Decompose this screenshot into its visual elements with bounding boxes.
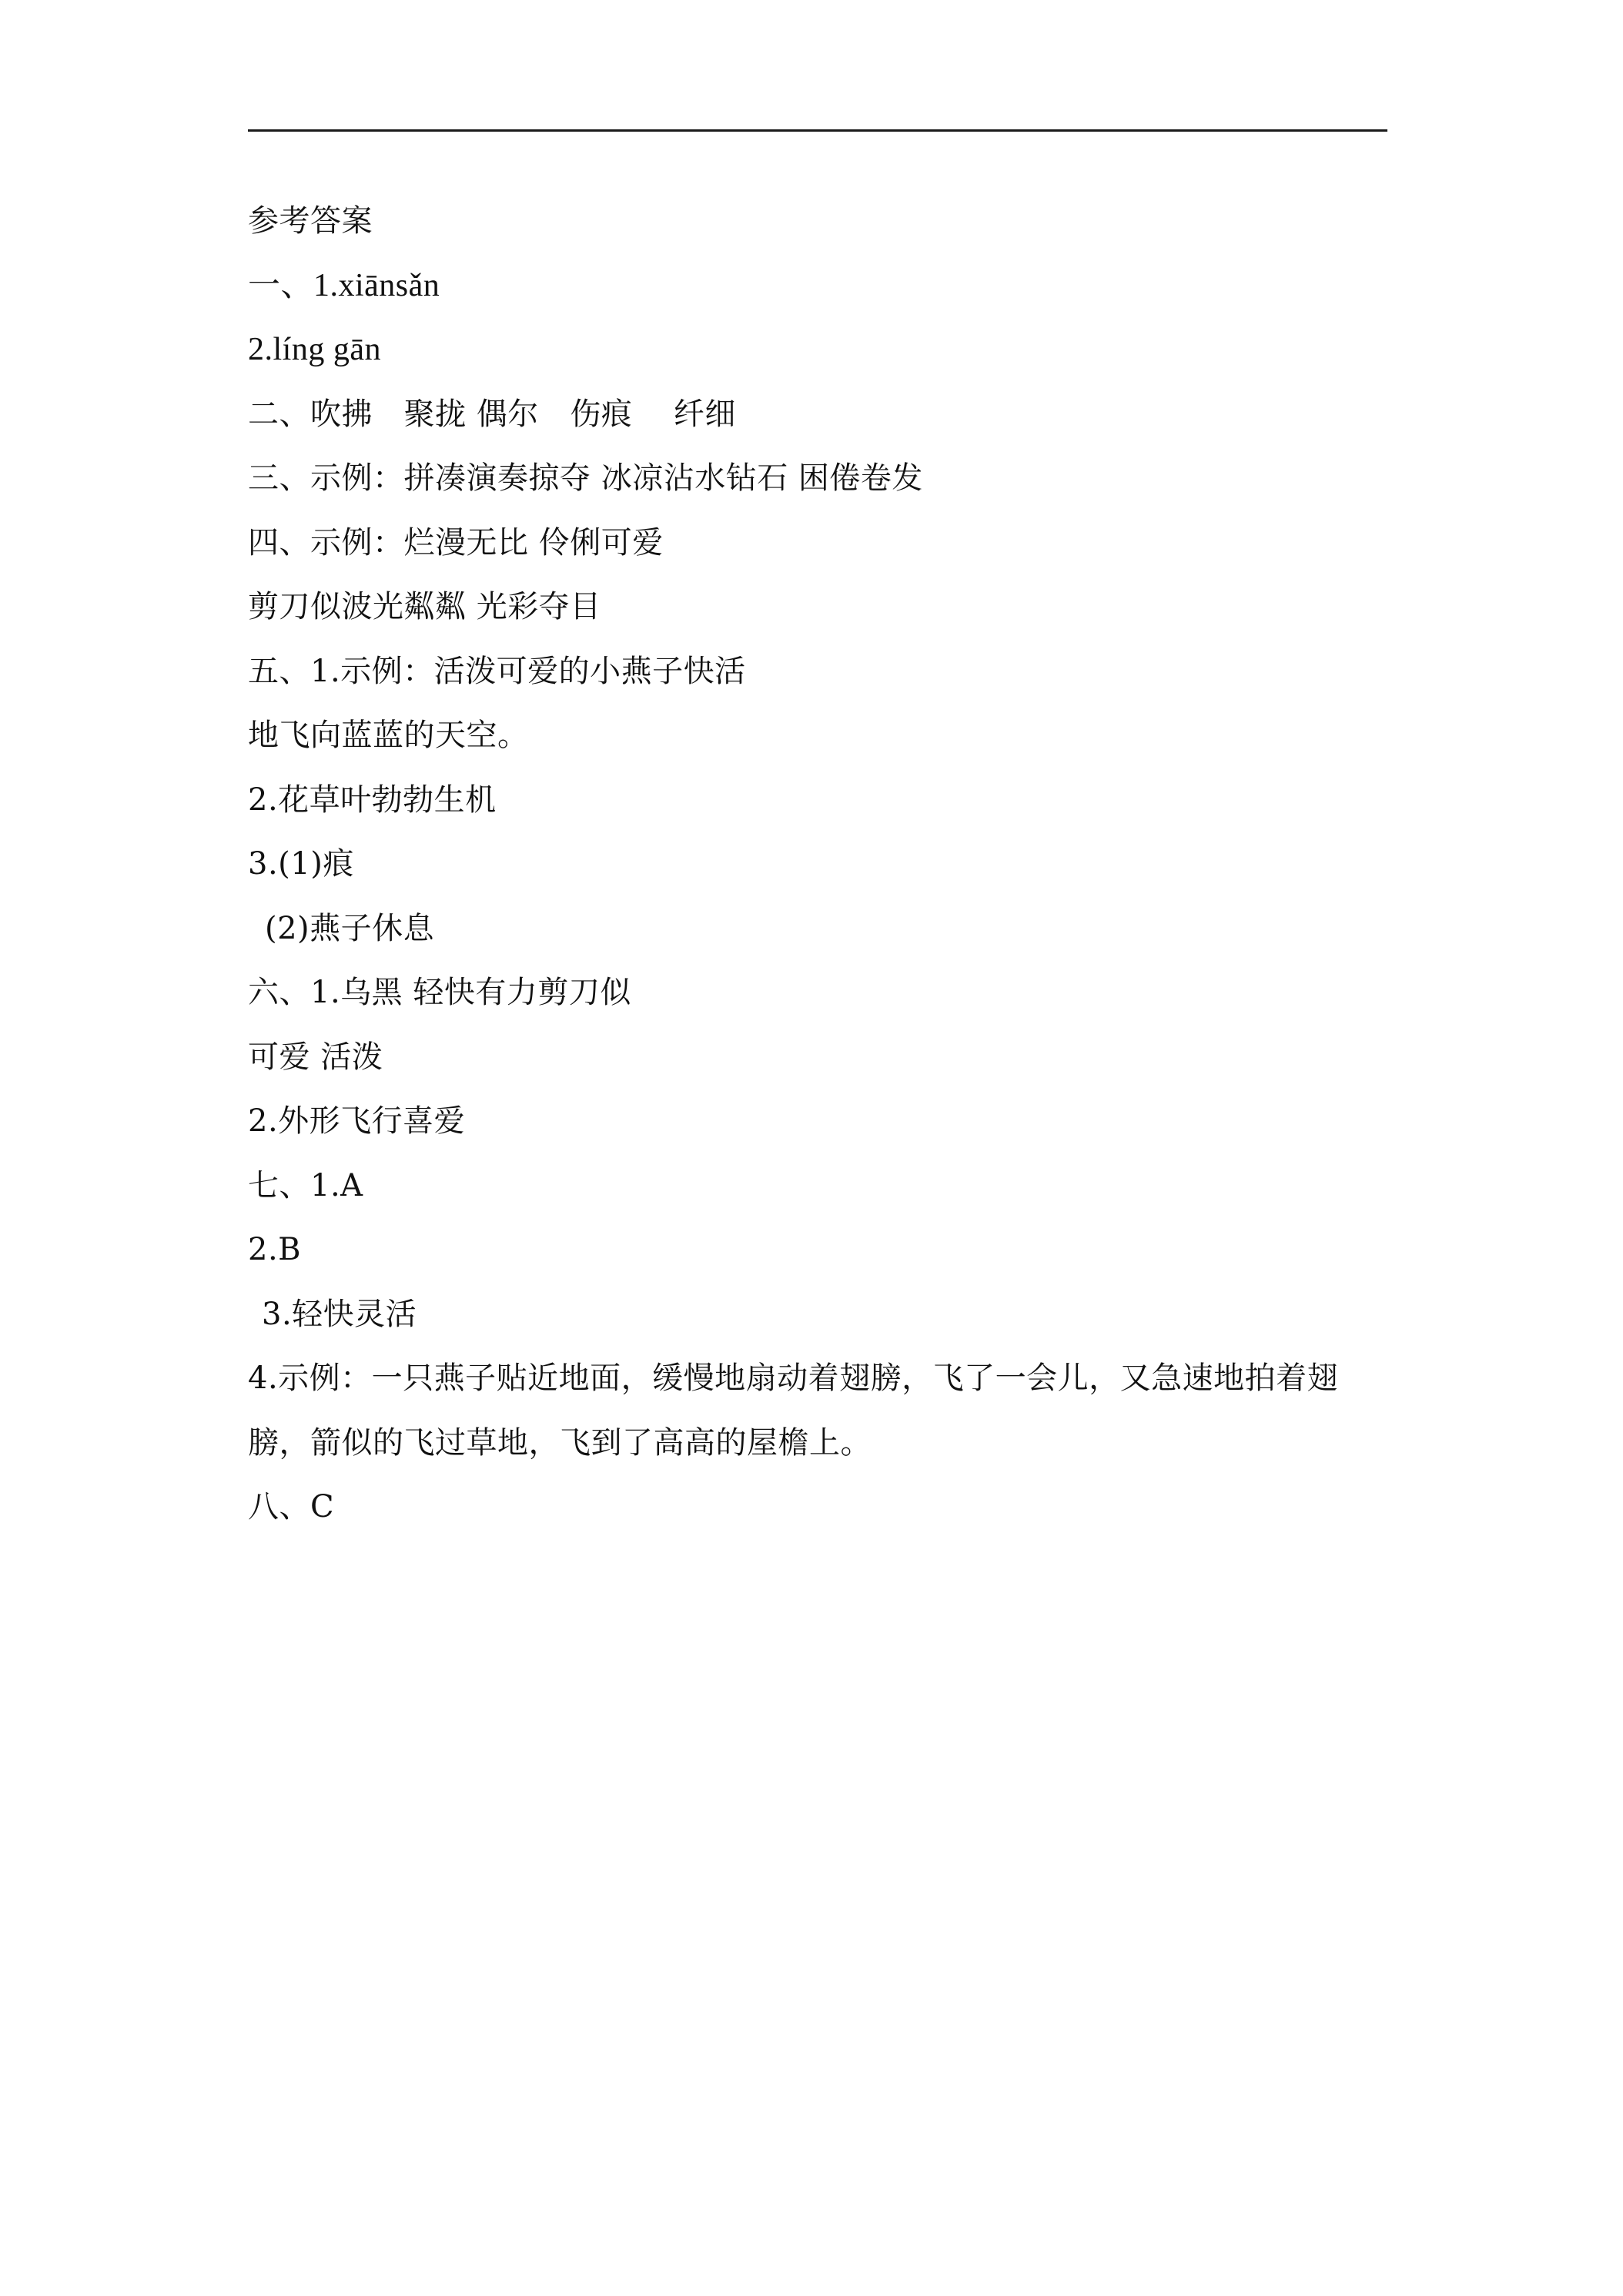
- header-rule: [248, 129, 1387, 132]
- answer-line-15: 七、1.A: [248, 1167, 363, 1203]
- answer-line-19: 膀，箭似的飞过草地，飞到了高高的屋檐上。: [248, 1424, 872, 1461]
- answer-line-6: 剪刀似波光粼粼 光彩夺目: [248, 589, 601, 624]
- answer-line-18: 4.示例：一只燕子贴近地面，缓慢地扇动着翅膀，飞了一会儿，又急速地拍着翅: [248, 1361, 1339, 1396]
- answer-line-5: 四、示例：烂漫无比 伶俐可爱: [248, 524, 664, 561]
- answer-line-14: 2.外形飞行喜爱: [248, 1103, 466, 1139]
- answer-line-13: 可爱 活泼: [248, 1039, 383, 1075]
- answer-line-8: 地飞向蓝蓝的天空。: [248, 718, 529, 753]
- answer-line-7: 五、1.示例：活泼可爱的小燕子快活: [248, 653, 746, 689]
- answer-line-16: 2.B: [248, 1232, 302, 1267]
- answer-line-2: 2.líng gān: [248, 332, 381, 367]
- answer-line-9: 2.花草叶勃勃生机: [248, 782, 497, 818]
- answer-line-4: 三、示例：拼凑演奏掠夺 冰凉沾水钻石 困倦卷发: [248, 460, 923, 496]
- answer-line-11: (2)燕子休息: [265, 910, 435, 946]
- answer-line-10: 3.(1)痕: [248, 846, 354, 882]
- answer-line-3: 二、吹拂 聚拢 偶尔 伤痕 纤细: [248, 396, 736, 432]
- answer-line-1: 一、1.xiānsǎn: [248, 267, 440, 303]
- answer-line-20: 八、C: [248, 1489, 335, 1525]
- answer-key-section: [248, 189, 1387, 1540]
- answer-line-17: 3.轻快灵活: [262, 1296, 417, 1332]
- answer-key-title: 参考答案: [248, 203, 373, 239]
- answer-line-12: 六、1.乌黑 轻快有力剪刀似: [248, 975, 631, 1010]
